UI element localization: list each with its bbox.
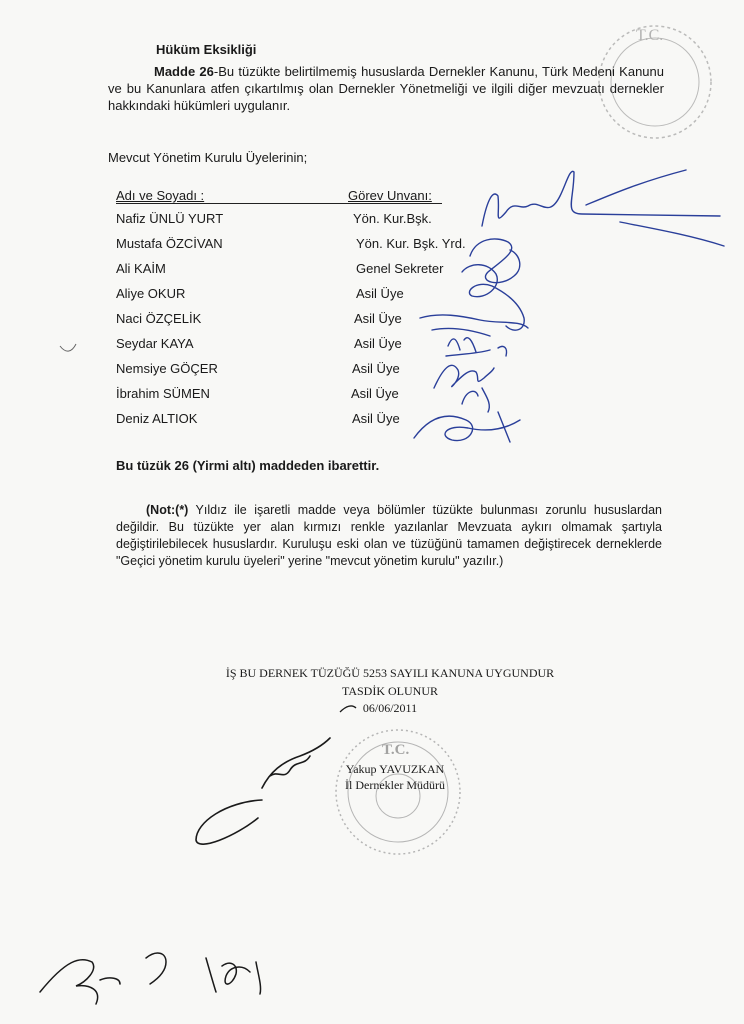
signature-1 — [482, 170, 724, 246]
date-mark — [340, 706, 356, 712]
member-role: Asil Üye — [354, 311, 402, 326]
member-name: İbrahim SÜMEN — [116, 386, 210, 401]
member-role: Yön. Kur.Bşk. — [353, 211, 432, 226]
member-name: Nemsiye GÖÇER — [116, 361, 218, 376]
column-header-role: Görev Unvanı: — [348, 188, 432, 203]
section-title: Hüküm Eksikliği — [156, 42, 257, 57]
official-signature — [196, 738, 330, 844]
member-role: Asil Üye — [351, 386, 399, 401]
margin-mark — [60, 344, 76, 351]
article-label: Madde 26 — [154, 64, 214, 79]
article-text: -Bu tüzükte belirtilmemiş hususlarda Dernekler Kanunu, Türk Medeni Kanunu ve bu Kanunlara atfen çıkartılmış olan Dernekler Yönetmeliği ve ilgili diğer mevzuatı dernekler hakkındaki hükümleri uygulanır. — [108, 64, 664, 113]
member-name: Deniz ALTIOK — [116, 411, 198, 426]
official-stamp — [336, 730, 460, 854]
bottom-initials — [40, 953, 261, 1004]
official-stamp-text: T.C. — [382, 742, 410, 758]
board-intro: Mevcut Yönetim Kurulu Üyelerinin; — [108, 150, 308, 165]
signature-6 — [434, 365, 494, 388]
member-signatures — [414, 170, 724, 442]
member-name: Nafiz ÜNLÜ YURT — [116, 211, 224, 226]
member-role: Asil Üye — [352, 411, 400, 426]
member-role: Asil Üye — [356, 286, 404, 301]
note-label: (Not:(*) — [146, 503, 189, 517]
signature-4 — [420, 315, 528, 336]
signature-2 — [470, 239, 520, 283]
signature-8 — [414, 412, 520, 442]
summary-line: Bu tüzük 26 (Yirmi altı) maddeden ibarettir. — [116, 458, 380, 473]
official-title: İl Dernekler Müdürü — [345, 778, 445, 792]
top-stamp — [599, 26, 711, 138]
member-role: Genel Sekreter — [356, 261, 444, 276]
member-role: Yön. Kur. Bşk. Yrd. — [356, 236, 466, 251]
member-name: Mustafa ÖZCİVAN — [116, 236, 223, 251]
member-name: Seydar KAYA — [116, 336, 194, 351]
approval-date: 06/06/2011 — [362, 701, 418, 715]
member-role: Asil Üye — [354, 336, 402, 351]
signature-5 — [446, 338, 507, 356]
member-role: Asil Üye — [352, 361, 400, 376]
approval-certified: TASDİK OLUNUR — [341, 684, 439, 698]
top-stamp-text: T.C. — [636, 27, 664, 44]
note-text: Yıldız ile işaretli madde veya bölümler tüzükte bulunması zorunlu hususlardan değildir. Bu tüzükte yer alan kırmızı renkle yazılanlar Mevzuata aykırı olmamak şartıyla değiştirilebilecek hususlardır. Kuruluşu eski olan ve tüzüğünü tamamen değiştirecek derneklerde "Geçici yönetim kurulu üyeleri" yerine "mevcut yönetim kurulu" yazılır.) — [116, 503, 662, 568]
signature-7 — [462, 388, 489, 412]
member-name: Naci ÖZÇELİK — [116, 311, 202, 326]
official-name: Yakup YAVUZKAN — [345, 762, 445, 776]
member-name: Ali KAİM — [116, 261, 166, 276]
approval-statement: İŞ BU DERNEK TÜZÜĞÜ 5253 SAYILI KANUNA UYGUNDUR — [225, 666, 555, 680]
member-name: Aliye OKUR — [116, 286, 186, 301]
column-header-name: Adı ve Soyadı : — [116, 188, 205, 203]
